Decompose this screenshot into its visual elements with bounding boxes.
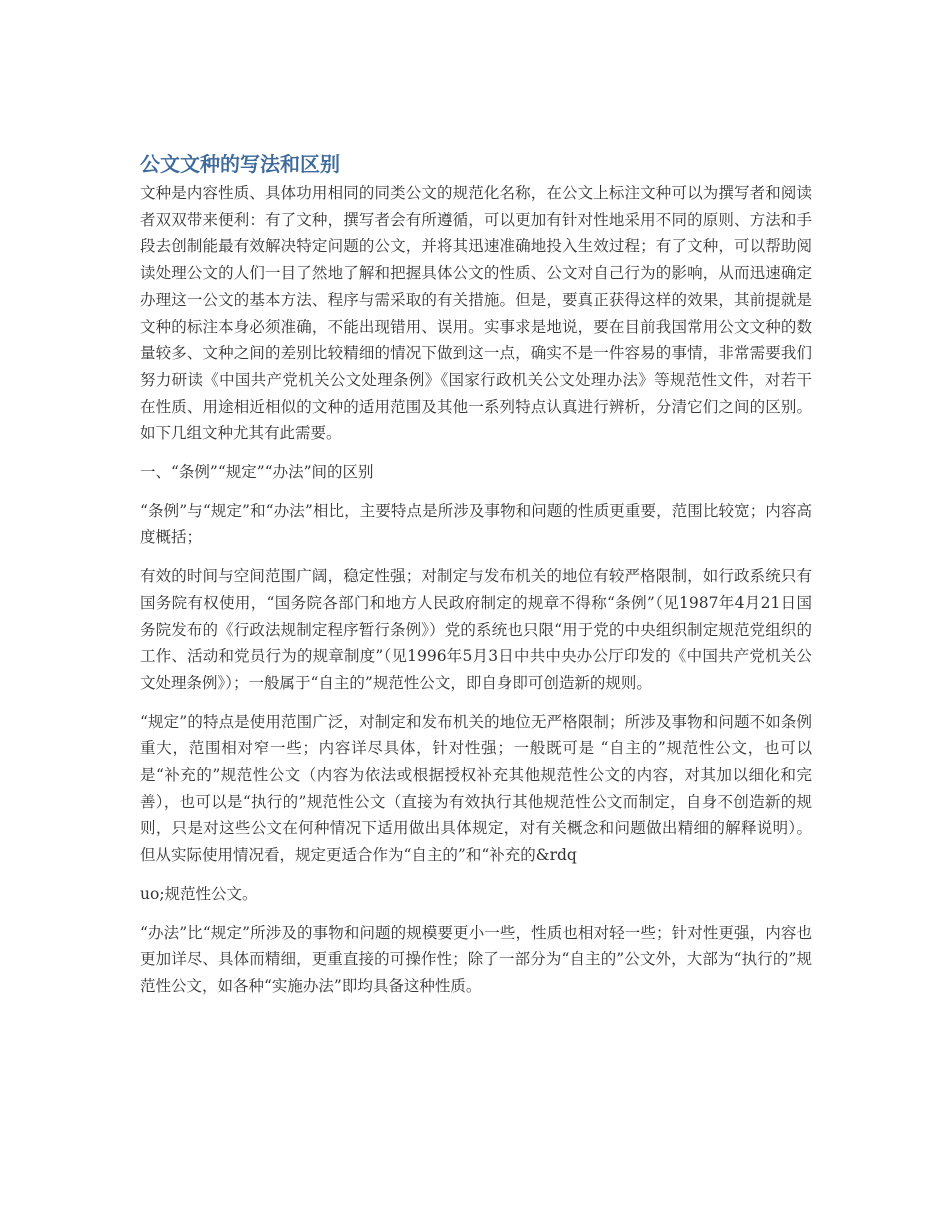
paragraph-guiding: “规定”的特点是使用范围广泛，对制定和发布机关的地位无严格限制；所涉及事物和问题不如条例重大，范围相对窄一些；内容详尽具体，针对性强；一般既可是 “自主的”规范性公文，也可以是“补充的”规范性公文（内容为依法或根据授权补充其他规范性公文的内容，对其加以细化和完善），也可以是“执行的”规范性公文（直接为有效执行其他规范性公文而制定，自身不创造新的规则，只是对这些公文在何种情况下适用做出具体规定，对有关概念和问题做出精细的解释说明）。但从实际使用情况看，规定更适合作为“自主的”和“补充的&rdq	[140, 712, 812, 865]
paragraph-guiding-continued: uo;规范性公文。	[140, 884, 258, 903]
paragraph-tiaoli-features: “条例”与“规定”和“办法”相比，主要特点是所涉及事物和问题的性质更重要，范围比较宽；内容高度概括；	[140, 501, 812, 547]
paragraph-banfa: “办法”比“规定”所涉及的事物和问题的规模要更小一些，性质也相对轻一些；针对性更强，内容也更加详尽、具体而精细，更重直接的可操作性；除了一部分为“自主的”公文外，大部为“执行的”规范性公文，如各种“实施办法”即均具备这种性质。	[140, 923, 812, 995]
paragraph-intro: 文种是内容性质、具体功用相同的同类公文的规范化名称，在公文上标注文种可以为撰写者和阅读者双双带来便利：有了文种，撰写者会有所遵循，可以更加有针对性地采用不同的原则、方法和手段去创制能最有效解决特定问题的公文，并将其迅速准确地投入生效过程；有了文种，可以帮助阅读处理公文的人们一目了然地了解和把握具体公文的性质、公文对自己行为的影响，从而迅速确定办理这一公文的基本方法、程序与需采取的有关措施。但是，要真正获得这样的效果，其前提就是文种的标注本身必须准确，不能出现错用、误用。实事求是地说，要在目前我国常用公文文种的数量较多、文种之间的差别比较精细的情况下做到这一点，确实不是一件容易的事情，非常需要我们努力研读《中国共产党机关公文处理条例》《国家行政机关公文处理办法》等规范性文件，对若干在性质、用途相近相似的文种的适用范围及其他一系列特点认真进行辨析，分清它们之间的区别。如下几组文种尤其有此需要。	[140, 184, 812, 443]
document-body	[140, 148, 812, 1012]
paragraph-tiaoli-scope: 有效的时间与空间范围广阔，稳定性强；对制定与发布机关的地位有较严格限制，如行政系统只有国务院有权使用，“国务院各部门和地方人民政府制定的规章不得称“条例”（见1987年4月21日国务院发布的《行政法规制定程序暂行条例》）党的系统也只限“用于党的中央组织制定规范党组织的工作、活动和党员行为的规章制度”（见1996年5月3日中共中央办公厅印发的《中国共产党机关公文处理条例》）；一般属于“自主的”规范性公文，即自身即可创造新的规则。	[140, 567, 812, 692]
section-heading: 一、“条例”“规定”“办法”间的区别	[140, 463, 374, 482]
document-title: 公文文种的写法和区别	[140, 152, 340, 176]
